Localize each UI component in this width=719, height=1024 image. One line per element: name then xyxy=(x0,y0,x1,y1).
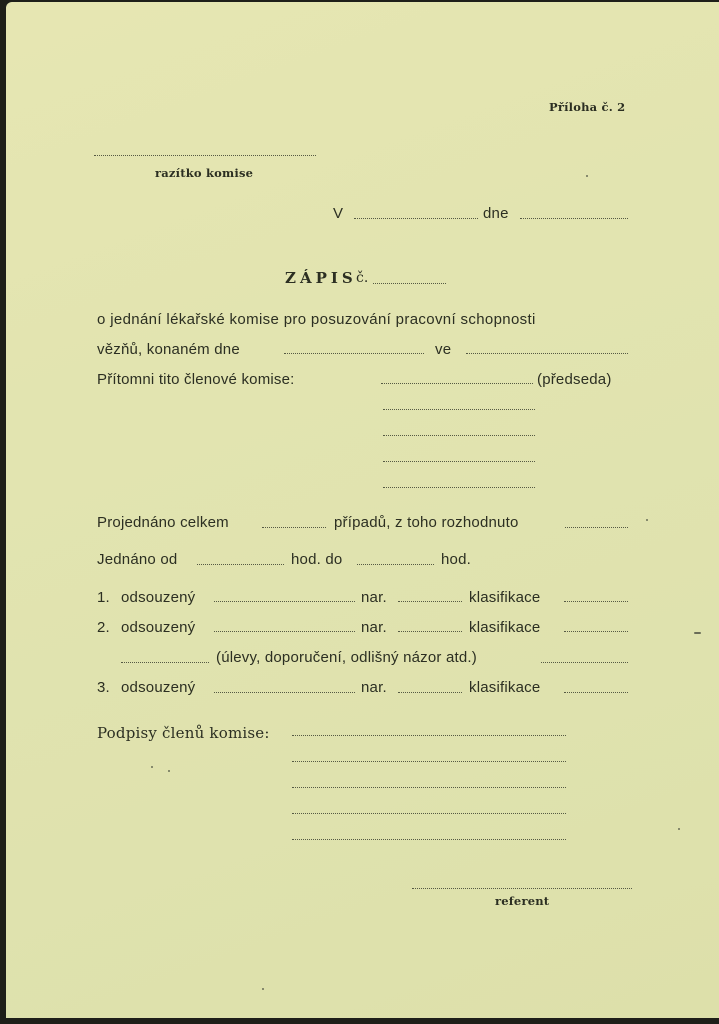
cases-total-label: Projednáno celkem xyxy=(97,514,229,531)
convict-number: 3. xyxy=(97,679,110,696)
convict-label: odsouzený xyxy=(121,589,196,606)
referent-label: referent xyxy=(495,894,550,908)
born-label: nar. xyxy=(361,679,387,696)
hours-to-field[interactable] xyxy=(357,564,434,565)
chair-label: (předseda) xyxy=(537,371,612,388)
member-field-3[interactable] xyxy=(383,461,535,462)
members-label: Přítomni tito členové komise: xyxy=(97,371,295,388)
signatures-label: Podpisy členů komise: xyxy=(97,724,270,742)
attachment-label: Příloha č. 2 xyxy=(549,100,626,114)
meeting-date-field[interactable] xyxy=(284,353,424,354)
record-number-label: č. xyxy=(356,270,369,286)
convict-name-field[interactable] xyxy=(214,692,355,693)
note-label: (úlevy, doporučení, odlišný názor atd.) xyxy=(216,649,477,666)
classification-label: klasifikace xyxy=(469,589,541,606)
signature-field-4[interactable] xyxy=(292,813,566,814)
referent-signature-field[interactable] xyxy=(412,888,632,889)
form-page xyxy=(6,2,719,1018)
born-field[interactable] xyxy=(398,601,462,602)
classification-field[interactable] xyxy=(564,692,628,693)
scan-speck xyxy=(262,988,264,990)
cases-decided-label: případů, z toho rozhodnuto xyxy=(334,514,519,531)
member-field-1[interactable] xyxy=(383,409,535,410)
hours-from-field[interactable] xyxy=(197,564,284,565)
hours-unit-label: hod. xyxy=(441,551,471,568)
convict-name-field[interactable] xyxy=(214,631,355,632)
scan-speck xyxy=(151,766,153,768)
cases-total-field[interactable] xyxy=(262,527,326,528)
note-field-left[interactable] xyxy=(121,662,209,663)
scan-speck xyxy=(168,770,170,772)
intro-line-2-prefix: vězňů, konaném dne xyxy=(97,341,240,358)
intro-line-1: o jednání lékařské komise pro posuzování pracovní schopnosti xyxy=(97,311,536,328)
convict-label: odsouzený xyxy=(121,619,196,636)
convict-label: odsouzený xyxy=(121,679,196,696)
classification-field[interactable] xyxy=(564,631,628,632)
cases-decided-field[interactable] xyxy=(565,527,628,528)
note-field-right[interactable] xyxy=(541,662,628,663)
scan-speck xyxy=(586,175,588,177)
signature-field-3[interactable] xyxy=(292,787,566,788)
convict-name-field[interactable] xyxy=(214,601,355,602)
scan-speck xyxy=(646,519,648,521)
place-prefix: V xyxy=(333,205,344,222)
member-field-4[interactable] xyxy=(383,487,535,488)
chair-field[interactable] xyxy=(381,383,533,384)
signature-field-1[interactable] xyxy=(292,735,566,736)
date-label: dne xyxy=(483,205,509,222)
place-field[interactable] xyxy=(354,218,478,219)
hours-from-label: Jednáno od xyxy=(97,551,178,568)
stamp-line[interactable] xyxy=(94,155,316,156)
born-label: nar. xyxy=(361,619,387,636)
convict-number: 1. xyxy=(97,589,110,606)
born-label: nar. xyxy=(361,589,387,606)
scan-speck xyxy=(694,632,701,634)
scan-speck xyxy=(678,828,680,830)
classification-field[interactable] xyxy=(564,601,628,602)
stamp-label: razítko komise xyxy=(155,166,254,180)
record-number-field[interactable] xyxy=(373,283,446,284)
page-title: ZÁPIS xyxy=(285,269,357,287)
member-field-2[interactable] xyxy=(383,435,535,436)
signature-field-5[interactable] xyxy=(292,839,566,840)
classification-label: klasifikace xyxy=(469,679,541,696)
convict-number: 2. xyxy=(97,619,110,636)
signature-field-2[interactable] xyxy=(292,761,566,762)
date-field[interactable] xyxy=(520,218,628,219)
born-field[interactable] xyxy=(398,692,462,693)
meeting-place-field[interactable] xyxy=(466,353,628,354)
born-field[interactable] xyxy=(398,631,462,632)
hours-to-label: hod. do xyxy=(291,551,343,568)
classification-label: klasifikace xyxy=(469,619,541,636)
meeting-place-label: ve xyxy=(435,341,452,358)
